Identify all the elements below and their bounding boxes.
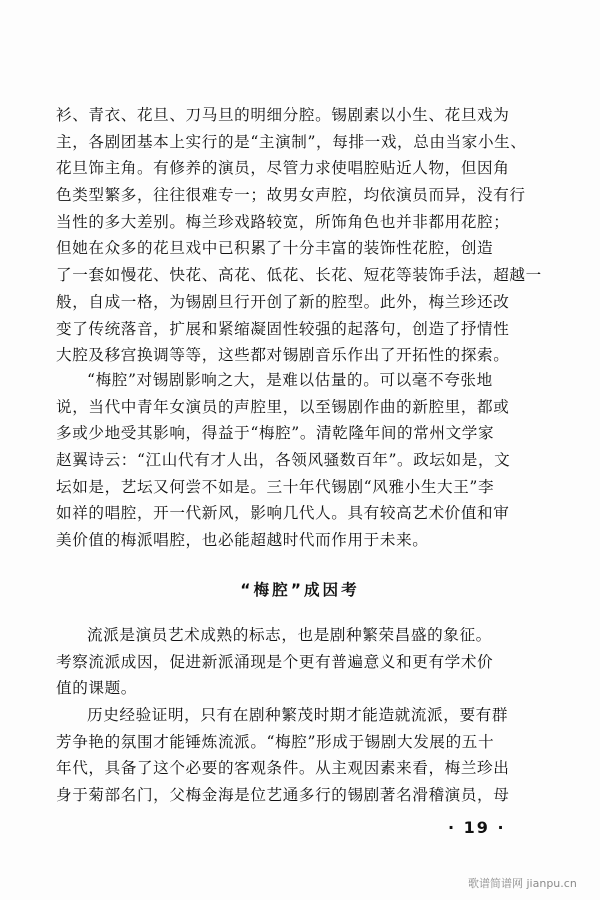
text-line: 说，当代中青年女演员的声腔里，以至锡剧作曲的新腔里，都或 bbox=[56, 397, 510, 416]
text-line: 色类型繁多，往往很难专一；故男女声腔，均依演员而异，没有行 bbox=[56, 186, 526, 205]
text-line: 衫、青衣、花旦、刀马旦的明细分腔。锡剧素以小生、花旦戏为 bbox=[56, 106, 510, 124]
text-line: 但她在众多的花旦戏中已积累了十分丰富的装饰性花腔，创造 bbox=[56, 239, 494, 258]
paragraph-school-significance bbox=[56, 622, 526, 702]
text-line: 当性的多大差别。梅兰珍戏路较宽，所饰角色也并非都用花腔； bbox=[56, 212, 510, 231]
text-line: 了一套如慢花、快花、高花、低花、长花、短花等装饰手法，超越一 bbox=[56, 266, 542, 285]
text-line: 变了传统落音，扩展和紧缩凝固性较强的起落句，创造了抒情性 bbox=[56, 319, 510, 338]
site-watermark: 歌谱简谱网 jianpu.cn bbox=[468, 877, 577, 890]
text-line: 大腔及移宫换调等等，这些都对锡剧音乐作出了开拓性的探索。 bbox=[56, 346, 510, 365]
text-line: 美价值的梅派唱腔，也必能超越时代而作用于未来。 bbox=[56, 531, 429, 550]
text-line: 流派是演员艺术成熟的标志，也是剧种繁荣昌盛的象征。 bbox=[87, 626, 492, 644]
text-line: 历史经验证明，只有在剧种繁茂时期才能造就流派，要有群 bbox=[87, 706, 509, 724]
text-line: 考察流派成因，促进新派涌现是个更有普遍意义和更有学术价 bbox=[56, 652, 494, 671]
text-line: 坛如是，艺坛又何尝不如是。三十年代锡剧“风雅小生大王”李 bbox=[56, 477, 495, 496]
text-line: 赵翼诗云：“江山代有才人出，各领风骚数百年”。政坛如是，文 bbox=[56, 451, 511, 470]
text-line: 值的课题。 bbox=[56, 679, 137, 698]
text-line: 身于菊部名门，父梅金海是位艺通多行的锡剧著名滑稽演员，母 bbox=[56, 786, 510, 805]
section-heading: “梅腔”成因考 bbox=[240, 581, 360, 599]
text-line: 年代，具备了这个必要的客观条件。从主观因素来看，梅兰珍出 bbox=[56, 759, 510, 778]
text-line: 如祥的唱腔，开一代新风，影响几代人。具有较高艺术价值和审 bbox=[56, 504, 510, 523]
text-line: 多或少地受其影响，得益于“梅腔”。清乾隆年间的常州文学家 bbox=[56, 424, 495, 443]
paragraph-mei-style-variations bbox=[56, 102, 542, 369]
paragraph-mei-style-influence bbox=[56, 367, 526, 554]
text-line: 般，自成一格，为锡剧旦行开创了新的腔型。此外，梅兰珍还改 bbox=[56, 292, 510, 311]
text-line: 芳争艳的氛围才能锤炼流派。“梅腔”形成于锡剧大发展的五十 bbox=[56, 732, 495, 751]
text-line: “梅腔”对锡剧影响之大，是难以估量的。可以毫不夸张地 bbox=[87, 371, 493, 389]
text-line: 花旦饰主角。有修养的演员，尽管力求使唱腔贴近人物，但因角 bbox=[56, 159, 510, 178]
text-line: 主，各剧团基本上实行的是“主演制”，每排一戏，总由当家小生、 bbox=[56, 132, 527, 151]
page-number: · 19 · bbox=[448, 818, 506, 837]
paragraph-historical-experience bbox=[56, 702, 526, 809]
